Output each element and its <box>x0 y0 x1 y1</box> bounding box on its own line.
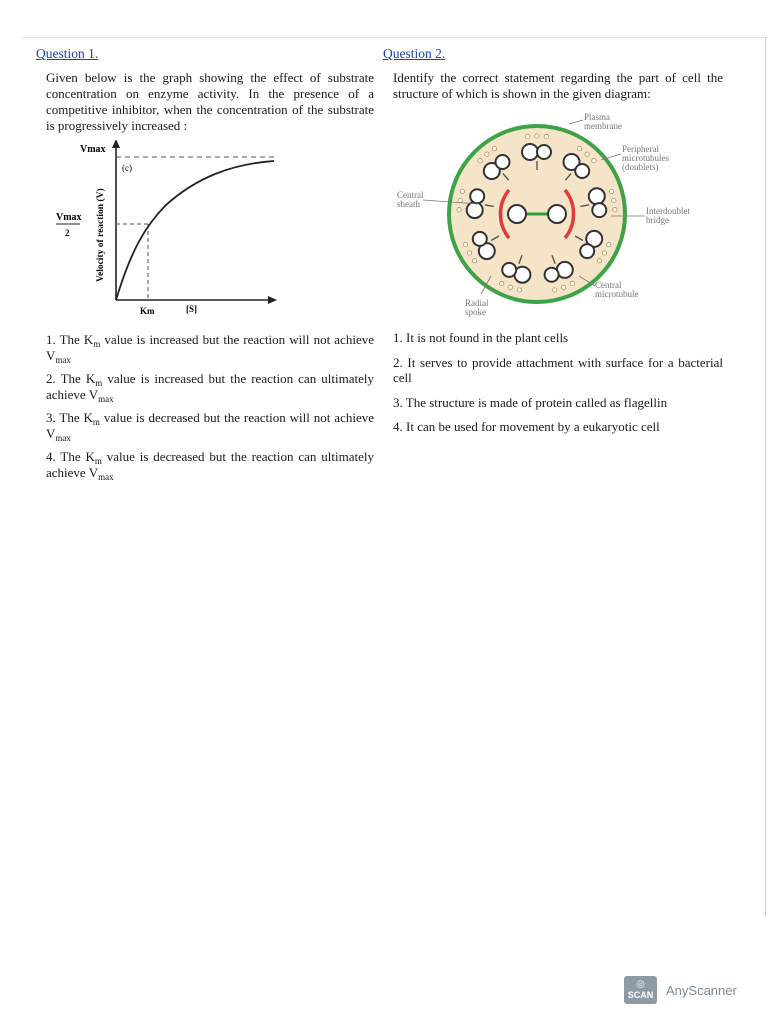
top-rule <box>22 37 768 38</box>
central-microtubule-right <box>548 205 566 223</box>
peripheral-label-3: (doublets) <box>622 162 659 172</box>
doublet-microtubule <box>537 145 551 159</box>
question-2-option[interactable]: 3. The structure is made of protein called as flagellin <box>393 394 668 410</box>
x-axis-arrow <box>268 296 277 304</box>
question-1-option[interactable]: 1. The $K_m$ value is increased but the reaction will not achieve $V_{max}$ <box>46 332 374 365</box>
half-vmax-denominator: 2 <box>65 228 70 238</box>
doublet-microtubule <box>592 203 606 217</box>
central-microtubule-left <box>508 205 526 223</box>
km-label: Km <box>140 306 155 316</box>
y-axis-arrow <box>112 140 120 148</box>
doublet-microtubule <box>496 155 510 169</box>
question-2-text: Identify the correct statement regarding the part of cell the structure of which is shown in the given diagram: <box>393 70 723 101</box>
membrane-granule <box>467 251 471 255</box>
question-2-heading[interactable]: Question 2. <box>383 46 446 61</box>
question-2-option[interactable]: 1. It is not found in the plant cells <box>393 330 569 345</box>
doublet-microtubule <box>470 189 484 203</box>
membrane-granule <box>602 251 606 255</box>
central-microtubule-label-2: microtubule <box>595 289 639 299</box>
membrane-granule <box>457 208 461 212</box>
membrane-granule <box>458 198 462 202</box>
question-1-option[interactable]: 2. The $K_m$ value is increased but the reaction can ultimately achieve $V_{max}$ <box>46 371 374 404</box>
substrate-label: [S] <box>186 304 197 314</box>
membrane-granule <box>535 134 539 138</box>
radial-spoke-label-1: Radial <box>465 298 489 308</box>
question-1 <box>36 46 374 488</box>
doublet-microtubule <box>473 232 487 246</box>
central-microtubule-label-1: Central <box>595 280 622 290</box>
enzyme-graph-svg <box>36 140 374 330</box>
membrane-granule <box>592 159 596 163</box>
membrane-granule <box>597 259 601 263</box>
peripheral-label-1: Peripheral <box>622 144 659 154</box>
plasma-membrane-leader <box>569 120 583 124</box>
curve-label: (c) <box>122 163 132 173</box>
membrane-granule <box>544 134 548 138</box>
question-2-option[interactable]: 4. It can be used for movement by a eukaryotic cell <box>393 419 660 434</box>
membrane-granule <box>612 198 616 202</box>
doublet-microtubule <box>522 144 538 160</box>
question-1-option[interactable]: 3. The $K_m$ value is decreased but the reaction will not achieve $V_{max}$ <box>46 410 374 443</box>
doublet-microtubule <box>502 263 516 277</box>
membrane-granule <box>508 285 512 289</box>
membrane-granule <box>607 242 611 246</box>
membrane-granule <box>485 152 489 156</box>
axoneme-diagram <box>383 108 723 320</box>
question-1-text: Given below is the graph showing the effect of substrate concentration on enzyme activity. In the presence of a competitive inhibitor, when the concentration of the substrate is progressively increased : <box>46 70 374 133</box>
question-1-option[interactable]: 4. The $K_m$ value is decreased but the reaction can ultimately achieve $V_{max}$ <box>46 449 374 482</box>
membrane-granule <box>553 288 557 292</box>
plasma-membrane-label-2: membrane <box>584 121 622 131</box>
interdoublet-label-2: bridge <box>646 215 669 225</box>
membrane-granule <box>570 281 574 285</box>
membrane-granule <box>562 285 566 289</box>
doublet-microtubule <box>575 164 589 178</box>
question-1-heading[interactable]: Question 1. <box>36 46 99 61</box>
question-2 <box>383 46 723 444</box>
membrane-granule <box>585 152 589 156</box>
question-1-options <box>36 332 374 480</box>
central-sheath-label-1: Central <box>397 190 424 200</box>
interdoublet-label-1: Interdoublet <box>646 206 690 216</box>
membrane-granule <box>460 189 464 193</box>
membrane-granule <box>478 159 482 163</box>
membrane-granule <box>500 281 504 285</box>
doublet-microtubule <box>580 244 594 258</box>
cilium-cross-section <box>383 108 723 320</box>
anyscanner-watermark <box>624 976 737 1004</box>
membrane-granule <box>517 288 521 292</box>
membrane-granule <box>577 147 581 151</box>
vmax-label: Vmax <box>80 144 106 155</box>
radial-spoke-label-2: spoke <box>465 307 486 317</box>
central-sheath-label-2: sheath <box>397 199 420 209</box>
membrane-granule <box>609 189 613 193</box>
question-2-options <box>383 330 723 435</box>
saturation-curve <box>116 161 274 300</box>
membrane-granule <box>526 134 530 138</box>
scan-logo-icon: ◎ SCAN <box>624 976 657 1004</box>
peripheral-label-2: microtubules <box>622 153 669 163</box>
doublet-microtubule <box>467 202 483 218</box>
right-rule <box>765 37 766 917</box>
question-2-option[interactable]: 2. It serves to provide attachment with surface for a bacterial cell <box>393 354 723 385</box>
watermark-brand: AnyScanner <box>666 982 737 998</box>
membrane-granule <box>613 208 617 212</box>
doublet-microtubule <box>589 188 605 204</box>
y-axis-label: Velocity of reaction (V) <box>96 188 106 282</box>
plasma-membrane-label-1: Plasma <box>584 112 610 122</box>
membrane-granule <box>472 259 476 263</box>
half-vmax-numerator: Vmax <box>56 212 82 223</box>
membrane-granule <box>463 242 467 246</box>
enzyme-graph <box>36 140 374 330</box>
doublet-microtubule <box>545 268 559 282</box>
membrane-granule <box>492 147 496 151</box>
